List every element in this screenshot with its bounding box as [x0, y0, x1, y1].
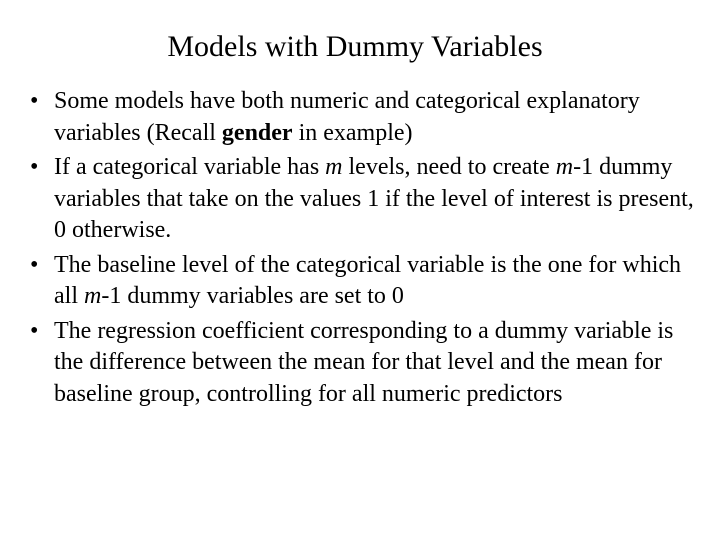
bullet-dot: •: [30, 251, 39, 278]
bullet-text: Some models have both numeric and categorical explanatory variables (Recall gender in example): [54, 88, 640, 146]
bullet-text: The baseline level of the categorical variable is the one for which all m-1 dummy variables are set to 0: [54, 251, 682, 309]
bullet-dot: •: [30, 317, 39, 344]
emphasis-bold: gender: [221, 119, 293, 146]
bullet-dot: •: [30, 154, 39, 180]
bullet-text: If a categorical variable has m levels, need to create m-1 dummy variables that take on the values 1 if the level of interest is present, 0 otherwise.: [54, 154, 694, 243]
emphasis-italic: m: [325, 154, 343, 180]
emphasis-italic: m: [555, 154, 574, 180]
bullet-item-3: [30, 250, 700, 313]
bullet-item-1: [30, 86, 700, 149]
bullet-list: [30, 86, 700, 413]
slide-title: Models with Dummy Variables: [167, 30, 543, 63]
bullet-dot: •: [30, 88, 39, 114]
bullet-text: The regression coefficient corresponding to a dummy variable is the difference between the mean for that level and the mean for baseline group, controlling for all numeric predictors: [54, 317, 674, 407]
emphasis-italic: m: [84, 283, 102, 309]
bullet-item-2: [30, 152, 700, 247]
bullet-item-4: [30, 316, 700, 411]
